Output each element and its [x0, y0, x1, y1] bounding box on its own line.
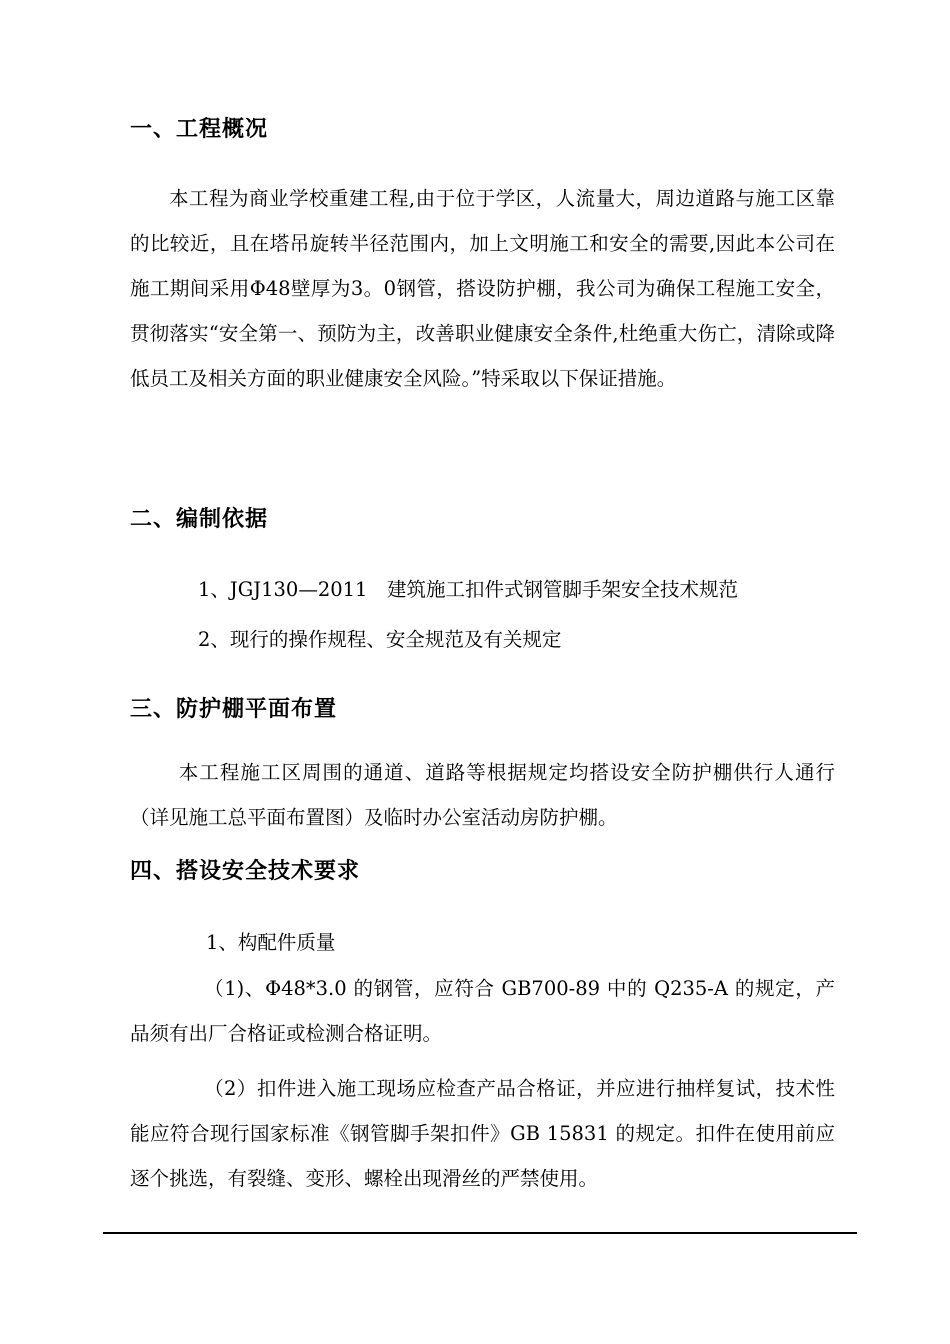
section-3-paragraph: 本工程施工区周围的通道、道路等根据规定均搭设安全防护棚供行人通行（详见施工总平面布置图）及临时办公室活动房防护棚。 — [130, 761, 835, 829]
basis-item-2: 2、现行的操作规程、安全规范及有关规定 — [198, 628, 562, 651]
section-4-paragraph-2: （2）扣件进入施工现场应检查产品合格证，并应进行抽样复试，技术性能应符合现行国家标准《钢管脚手架扣件》GB 15831 的规定。扣件在使用前应逐个挑选，有裂缝、变形、螺栓出现滑丝的严禁使用。 — [130, 1077, 835, 1190]
basis-item-1: 1、JGJ130—2011 建筑施工扣件式钢管脚手架安全技术规范 — [198, 578, 738, 601]
section-4-heading: 四、搭设安全技术要求 — [130, 859, 361, 884]
section-1-paragraph: 本工程为商业学校重建工程,由于位于学区，人流量大，周边道路与施工区靠的比较近，且在塔吊旋转半径范围内，加上文明施工和安全的需要,因此本公司在施工期间采用Φ48壁厚为3。0钢管，搭设防护棚，我公司为确保工程施工安全，贯彻落实“安全第一、预防为主，改善职业健康安全条件,杜绝重大伤亡，清除或降低员工及相关方面的职业健康安全风险。”特采取以下保证措施。 — [130, 187, 835, 390]
section-2-heading: 二、编制依据 — [130, 507, 269, 532]
section-3-heading: 三、防护棚平面布置 — [130, 697, 338, 722]
section-1-heading: 一、工程概况 — [130, 117, 269, 142]
footer-rule — [103, 1232, 857, 1234]
section-4-paragraph-1: （1)、Φ48*3.0 的钢管，应符合 GB700-89 中的 Q235-A 的规定，产品须有出厂合格证或检测合格证明。 — [130, 977, 835, 1045]
section-4-subtitle: 1、构配件质量 — [206, 931, 336, 954]
